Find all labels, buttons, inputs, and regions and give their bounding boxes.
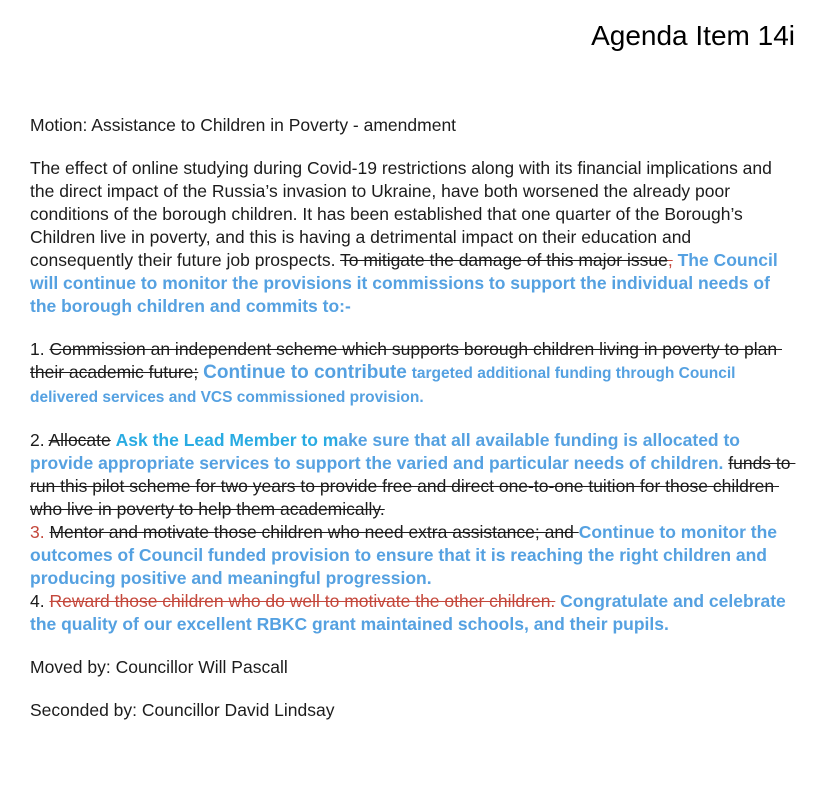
text-run-normal: 4. [30,591,50,611]
text-run-normal: Moved by: Councillor Will Pascall [30,657,288,677]
text-run-normal: 1. [30,339,50,359]
text-run-blue-bold: Continue to monitor the outcomes of Council funded provision to ensure that it is reaching the right children and producing positive and meaningful progression. [30,522,782,588]
text-run-normal: The effect of online studying during Covid-19 restrictions along with its financial implications and the direct impact of the Russia’s invasion to Ukraine, have both worsened the already poor conditions of the borough children. It has been established that one quarter of the Borough’s Children live in poverty, and this is having a detrimental impact on their education and consequently their future job prospects. [30,158,777,270]
text-run-strike: Mentor and motivate those children who need extra assistance; and [49,522,579,542]
text-run-blue-bold-large: Continue to contribute [203,362,407,383]
text-run-red-strike: Reward those children who do well to motivate the other children. [49,591,556,611]
text-run-normal: Seconded by: Councillor David Lindsay [30,700,335,720]
page-title: Agenda Item 14i [591,20,795,51]
text-run-blue-bold: ake sure that all available funding is allocated to provide appropriate services to support the varied and particular needs of children. [30,430,745,473]
text-run-blue-bold: Congratulate and celebrate the quality of our excellent RBKC grant maintained schools, and their pupils. [30,591,791,634]
text-run-normal: 2. [30,430,49,450]
text-run-strike: Allocate [48,430,111,450]
motion-heading [30,114,798,137]
document-body [30,114,798,722]
text-run-strike: funds to run this pilot scheme for two years to provide free and direct one-to-one tuition for those children who live in poverty to help them academically. [30,453,796,519]
item-3 [30,521,798,590]
text-run-blue-bold-small: targeted additional funding through Council delivered services and VCS commissioned provision. [30,365,740,406]
text-run-strike: Commission an independent scheme which supports borough children living in poverty to plan their academic future; [30,339,782,382]
text-run-blue-bold: The Council will continue to monitor the provisions it commissions to support the individual needs of the borough children and commits to:- [30,250,783,316]
item-2 [30,429,798,521]
text-run-strike: To mitigate the damage of this major issue [340,250,668,270]
text-run-cyan-bold: Ask the Lead Member to m [115,430,339,450]
item-1 [30,338,798,409]
moved-by [30,656,798,679]
seconded-by [30,699,798,722]
item-4 [30,590,798,636]
intro-paragraph [30,157,798,318]
text-run-red-strike: , [667,250,673,270]
text-run-normal: Motion: Assistance to Children in Poverty - amendment [30,115,457,135]
text-run-red: 3. [30,522,45,542]
